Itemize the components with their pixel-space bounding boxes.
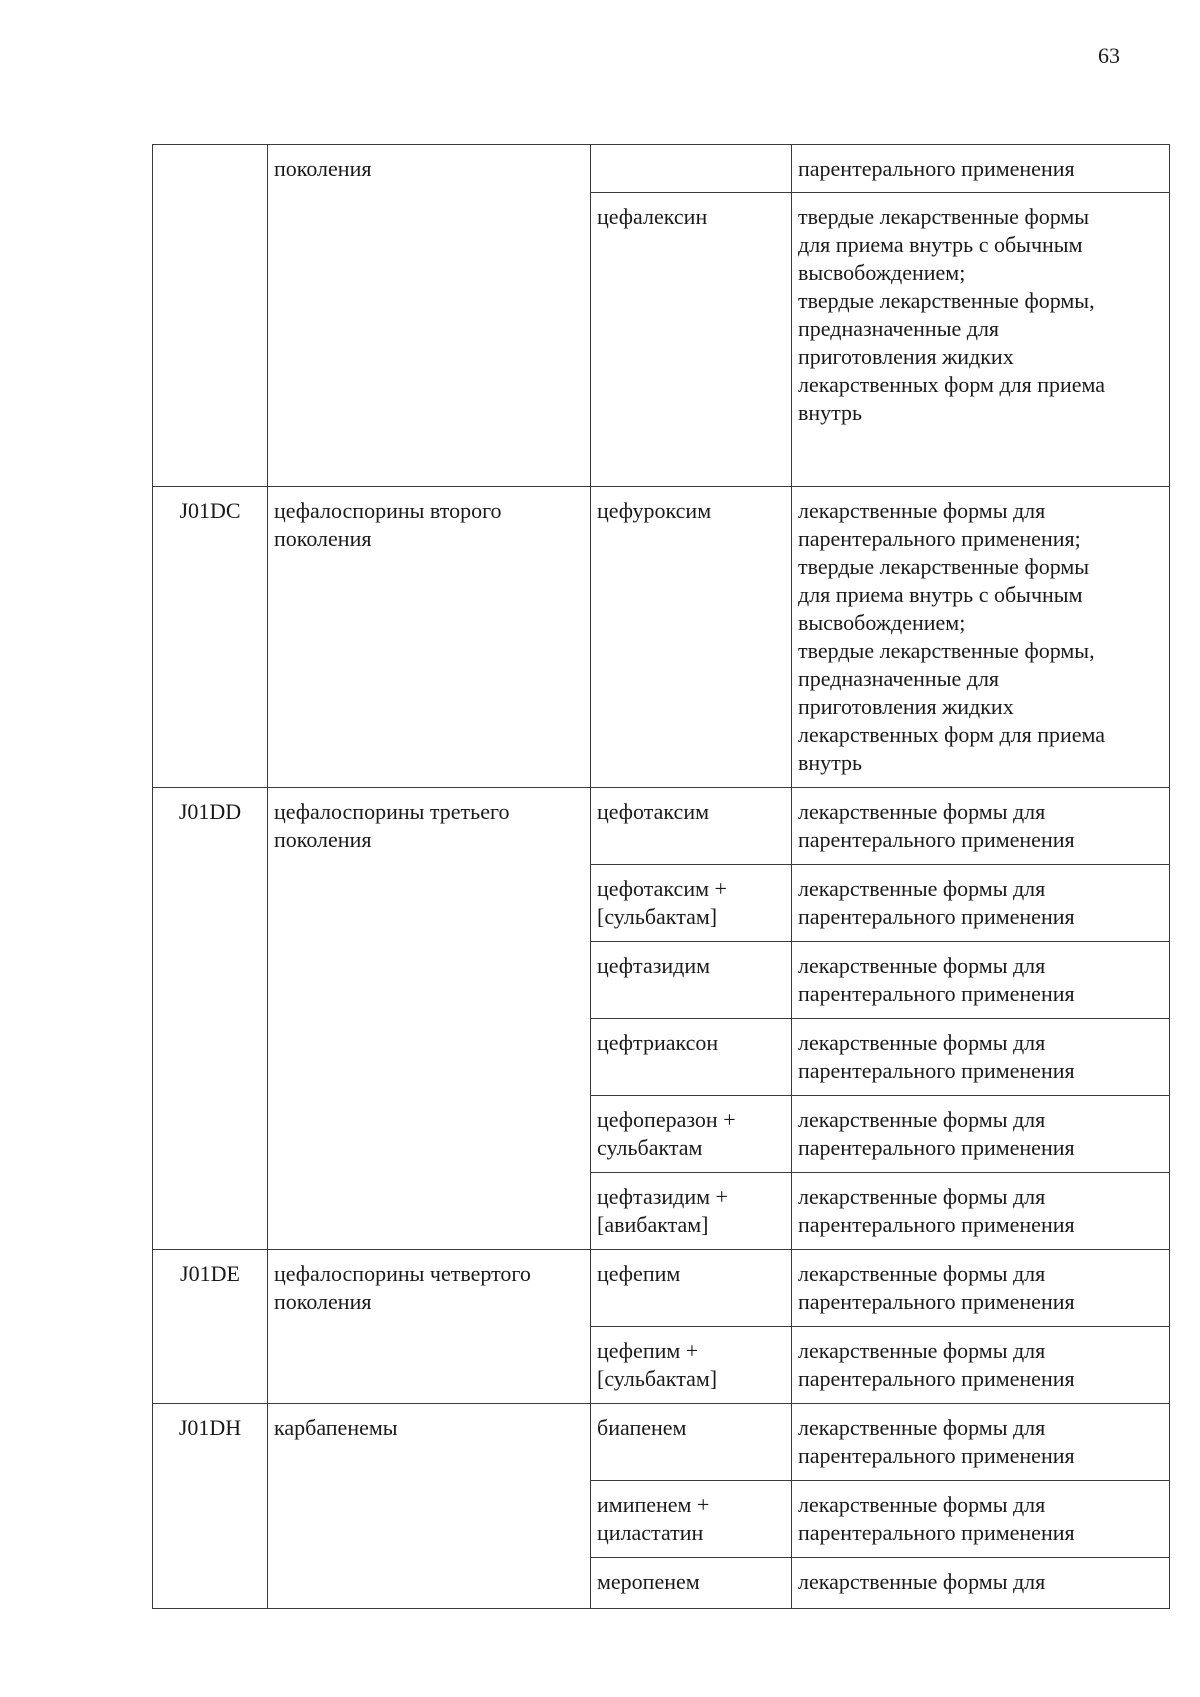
dosage-form-cell: [792, 788, 1170, 865]
dosage-form-line: лекарственные формы для: [798, 1184, 1046, 1209]
dosage-form-line: парентерального применения: [798, 981, 1075, 1006]
table-row: [153, 788, 1170, 865]
group-name-line: цефалоспорины четвертого: [274, 1261, 531, 1286]
dosage-form-cell: [792, 942, 1170, 1019]
dosage-form-line: твердые лекарственные формы,: [798, 288, 1095, 313]
table-row: [153, 1250, 1170, 1327]
drug-cell: [591, 1173, 792, 1250]
dosage-form-line: парентерального применения: [798, 1289, 1075, 1314]
drug-name-line: сульбактам: [597, 1135, 703, 1160]
dosage-form-line: лекарственные формы для: [798, 498, 1046, 523]
drug-name-line: циластатин: [597, 1520, 704, 1545]
drug-name-line: цефепим: [597, 1261, 681, 1286]
drug-name-line: цефалексин: [597, 204, 708, 229]
atc-code-cell: [153, 487, 268, 788]
drug-name-line: [сульбактам]: [597, 904, 718, 929]
drug-cell: [591, 1019, 792, 1096]
drug-name-line: меропенем: [597, 1569, 700, 1594]
dosage-form-cell: [792, 1019, 1170, 1096]
drug-name-line: имипенем +: [597, 1492, 710, 1517]
drug-cell: [591, 1558, 792, 1609]
group-cell: [268, 1250, 591, 1404]
dosage-form-line: парентерального применения: [798, 1366, 1075, 1391]
dosage-form-cell: [792, 1327, 1170, 1404]
atc-code-cell: [153, 788, 268, 1250]
drug-cell: [591, 942, 792, 1019]
group-name-line: карбапенемы: [274, 1415, 398, 1440]
group-cell: [268, 1404, 591, 1609]
dosage-form-line: приготовления жидких: [798, 344, 1014, 369]
group-name-line: поколения: [274, 526, 372, 551]
dosage-form-line: лекарственные формы для: [798, 876, 1046, 901]
dosage-form-line: твердые лекарственные формы,: [798, 638, 1095, 663]
dosage-form-line: парентерального применения: [798, 1058, 1075, 1083]
group-name-line: цефалоспорины второго: [274, 498, 502, 523]
dosage-form-cell: [792, 865, 1170, 942]
drug-name-line: цефтриаксон: [597, 1030, 719, 1055]
dosage-form-line: парентерального применения: [798, 1520, 1075, 1545]
dosage-form-line: твердые лекарственные формы: [798, 204, 1090, 229]
group-cell: [268, 788, 591, 1250]
dosage-form-cell: [792, 193, 1170, 487]
dosage-form-line: парентерального применения: [798, 827, 1075, 852]
drug-name-line: цефотаксим +: [597, 876, 727, 901]
drug-cell: [591, 193, 792, 487]
atc-code: J01DH: [178, 1415, 242, 1440]
dosage-form-cell: [792, 1404, 1170, 1481]
dosage-form-line: приготовления жидких: [798, 694, 1014, 719]
dosage-form-cell: [792, 1481, 1170, 1558]
drug-cell: [591, 1096, 792, 1173]
dosage-form-line: парентерального применения: [798, 1135, 1075, 1160]
dosage-form-cell: [792, 487, 1170, 788]
drug-cell: [591, 788, 792, 865]
drug-name-line: цефоперазон +: [597, 1107, 736, 1132]
dosage-form-line: внутрь: [798, 400, 863, 425]
dosage-form-cell: [792, 1096, 1170, 1173]
dosage-form-line: предназначенные для: [798, 316, 1000, 341]
dosage-form-cell: [792, 1250, 1170, 1327]
drug-name-line: цефепим +: [597, 1338, 699, 1363]
drug-name-line: цефотаксим: [597, 799, 710, 824]
drug-cell: [591, 1404, 792, 1481]
drug-name-line: биапенем: [597, 1415, 687, 1440]
atc-code: J01DE: [180, 1261, 240, 1286]
dosage-form-line: твердые лекарственные формы: [798, 554, 1090, 579]
table-row: [153, 487, 1170, 788]
drug-name-line: [авибактам]: [597, 1212, 709, 1237]
drug-classification-table: [152, 144, 1170, 1609]
dosage-form-line: лекарственных форм для приема: [798, 372, 1106, 397]
dosage-form-cell: [792, 145, 1170, 193]
dosage-form-line: парентерального применения;: [798, 526, 1081, 551]
group-cell: [268, 145, 591, 487]
dosage-form-line: лекарственные формы для: [798, 1492, 1046, 1517]
dosage-form-line: лекарственные формы для: [798, 1261, 1046, 1286]
atc-code-cell: [153, 1404, 268, 1609]
dosage-form-cell: [792, 1558, 1170, 1609]
dosage-form-line: лекарственные формы для: [798, 1107, 1046, 1132]
drug-cell: [591, 1327, 792, 1404]
drug-cell: [591, 145, 792, 193]
dosage-form-cell: [792, 1173, 1170, 1250]
dosage-form-line: для приема внутрь с обычным: [798, 582, 1083, 607]
dosage-form-line: лекарственные формы для: [798, 1338, 1046, 1363]
drug-name-line: цефтазидим +: [597, 1184, 728, 1209]
atc-code-cell: [153, 145, 268, 487]
dosage-form-line: лекарственные формы для: [798, 1415, 1046, 1440]
dosage-form-line: парентерального применения: [798, 1212, 1075, 1237]
drug-cell: [591, 1481, 792, 1558]
dosage-form-line: высвобождением;: [798, 260, 966, 285]
table-row: [153, 1404, 1170, 1481]
dosage-form-line: высвобождением;: [798, 610, 966, 635]
atc-code-cell: [153, 1250, 268, 1404]
drug-name-line: [сульбактам]: [597, 1366, 718, 1391]
drug-name-line: цефтазидим: [597, 953, 711, 978]
group-name-line: поколения: [274, 827, 372, 852]
drug-cell: [591, 1250, 792, 1327]
dosage-form-line: парентерального применения: [798, 904, 1075, 929]
dosage-form-line: парентерального применения: [798, 156, 1075, 181]
atc-code: J01DC: [179, 498, 241, 523]
group-cell: [268, 487, 591, 788]
drug-cell: [591, 865, 792, 942]
dosage-form-line: для приема внутрь с обычным: [798, 232, 1083, 257]
group-name-line: цефалоспорины третьего: [274, 799, 510, 824]
dosage-form-line: лекарственные формы для: [798, 799, 1046, 824]
atc-code: J01DD: [178, 799, 242, 824]
dosage-form-line: лекарственных форм для приема: [798, 722, 1106, 747]
dosage-form-line: внутрь: [798, 750, 863, 775]
dosage-form-line: предназначенные для: [798, 666, 1000, 691]
group-name-line: поколения: [274, 1289, 372, 1314]
table-row: [153, 145, 1170, 193]
dosage-form-line: лекарственные формы для: [798, 1030, 1046, 1055]
dosage-form-line: парентерального применения: [798, 1443, 1075, 1468]
group-name-line: поколения: [274, 156, 372, 181]
dosage-form-line: лекарственные формы для: [798, 953, 1046, 978]
page-number: 63: [1098, 43, 1120, 68]
dosage-form-line: лекарственные формы для: [798, 1569, 1046, 1594]
drug-name-line: цефуроксим: [597, 498, 712, 523]
drug-cell: [591, 487, 792, 788]
